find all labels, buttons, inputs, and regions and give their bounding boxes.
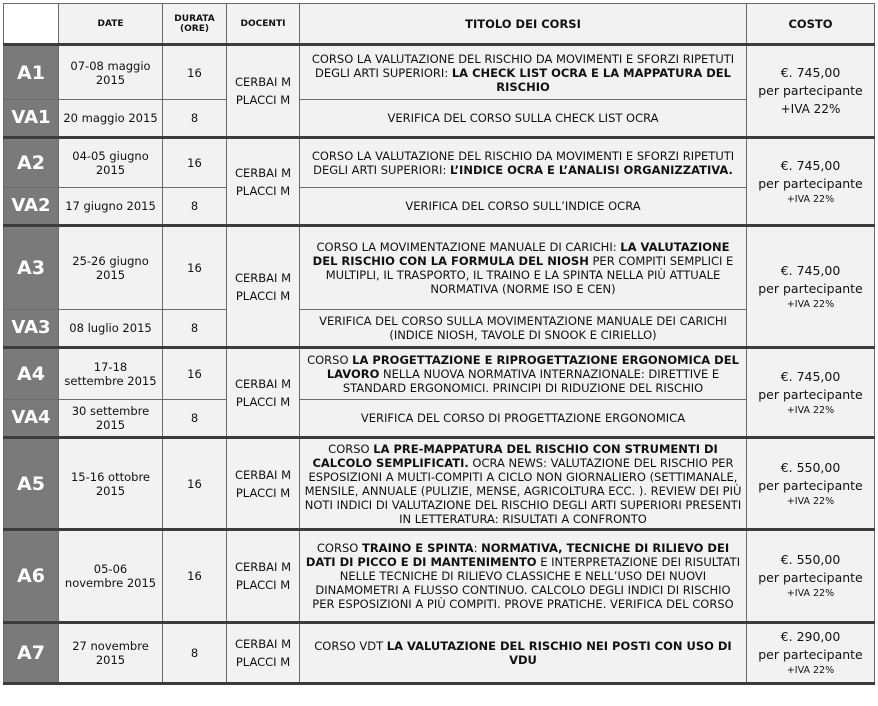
course-price: €. 745,00 [780,368,841,384]
course-table [3,3,875,685]
course-per: per partecipante [758,570,863,585]
teacher-name: CERBAI M [234,165,291,180]
course-cost [747,138,875,226]
course-row-a3 [4,226,875,310]
verify-date: 20 maggio 2015 [59,100,163,138]
course-title-bold: LA VALUTAZIONE DEL RISCHIO CON LA FORMULA DEL NIOSH [312,240,730,268]
course-title [300,623,747,684]
course-iva: +IVA 22% [786,404,835,416]
course-date: 05-06 novembre 2015 [59,530,163,623]
teacher-name: PLACCI M [235,288,291,303]
course-teachers [227,530,300,623]
course-teachers [227,138,300,226]
teacher-name: PLACCI M [235,578,291,592]
course-hours: 8 [163,623,227,684]
course-hours: 16 [163,438,227,530]
verify-row-va3 [4,310,875,348]
course-row-a4 [4,348,875,400]
teacher-name: CERBAI M [234,270,291,285]
course-code: A2 [4,138,59,188]
course-iva: +IVA 22% [780,102,841,116]
verify-code: VA3 [4,310,59,348]
course-teachers [227,438,300,530]
course-date: 04-05 giugno 2015 [59,138,163,188]
course-title-text: OCRA NEWS: VALUTAZIONE DEL RISCHIO PER ESPOSIZIONI A MULTI-COMPITI A CICLO NON GIORNALIERO (SETTIMANALE, MENSILE, ANNUALE (PULIZIE, MENSE, AGRICOLTURA ECC. ). REVIEW DEI PIÙ NOTI INDICI DI VALUTAZIONE DEL RISCHIO DEGLI ARTI SUPERIORI PRESENTI IN LETTERATURA: RISULTATI A CONFRONTO [304,455,742,526]
course-row-a7 [4,623,875,684]
teacher-name: PLACCI M [235,485,291,500]
teacher-name: CERBAI M [234,376,291,391]
course-title-bold: LA PRE-MAPPATURA DEL RISCHIO CON STRUMENTI DI CALCOLO SEMPLIFICATI. [312,441,718,470]
verify-hours: 8 [163,188,227,226]
teacher-name: CERBAI M [234,467,291,482]
course-title [300,226,747,310]
course-code: A3 [4,226,59,310]
header-teachers: DOCENTI [227,4,300,45]
course-title-text: NELLA NUOVA NORMATIVA INTERNAZIONALE: DIRETTIVE E STANDARD ERGONOMICI. PRINCIPI DI RIDUZIONE DEL RISCHIO [342,367,720,395]
course-title-bold: LA VALUTAZIONE DEL RISCHIO NEI POSTI CON USO DI VDU [386,639,732,667]
verify-code: VA4 [4,400,59,438]
course-hours: 16 [163,226,227,310]
course-price: €. 550,00 [780,459,841,475]
course-per: per partecipante [758,477,863,493]
course-price: €. 745,00 [780,65,841,80]
course-code: A6 [4,530,59,623]
course-title-text: CORSO [307,353,353,367]
course-price: €. 745,00 [780,157,841,173]
course-title-text: : [473,541,482,555]
course-iva: +IVA 22% [786,665,835,676]
course-date: 15-16 ottobre 2015 [59,438,163,530]
course-teachers [227,623,300,684]
header-code [4,4,59,45]
course-price: €. 745,00 [780,262,841,278]
course-title-bold: TRAINO E SPINTA [361,541,474,555]
course-title-text: CORSO LA VALUTAZIONE DEL RISCHIO DA MOVIMENTI E SFORZI RIPETUTI DEGLI ARTI SUPERIORI: [311,51,735,80]
verify-date: 30 settembre 2015 [59,400,163,438]
course-title [300,348,747,400]
course-per: per partecipante [758,647,863,662]
course-date: 07-08 maggio 2015 [59,45,163,100]
course-price: €. 550,00 [780,552,841,567]
verify-row-va1 [4,100,875,138]
course-title [300,138,747,188]
verify-title: VERIFICA DEL CORSO DI PROGETTAZIONE ERGONOMICA [300,400,747,438]
course-title-text: CORSO [316,541,362,555]
verify-code: VA1 [4,100,59,138]
course-row-a5 [4,438,875,530]
course-iva: +IVA 22% [786,588,835,599]
course-title-bold: L’INDICE OCRA E L’ANALISI ORGANIZZATIVA. [449,163,733,177]
header-title: TITOLO DEI CORSI [300,4,747,45]
course-cost [747,530,875,623]
verify-hours: 8 [163,400,227,438]
verify-title: VERIFICA DEL CORSO SULLA MOVIMENTAZIONE MANUALE DEI CARICHI (INDICE NIOSH, TAVOLE DI SNOOK E CIRIELLO) [300,310,747,348]
course-date: 17-18 settembre 2015 [59,348,163,400]
course-date: 25-26 giugno 2015 [59,226,163,310]
course-hours: 16 [163,348,227,400]
course-teachers [227,45,300,138]
teacher-name: PLACCI M [235,394,291,409]
course-title-bold: NORMATIVA, TECNICHE DI RILIEVO DEI DATI DI PICCO E DI MANTENIMENTO [305,541,730,569]
course-hours: 16 [163,138,227,188]
verify-row-va4 [4,400,875,438]
course-title [300,45,747,100]
course-price: €. 290,00 [780,629,841,644]
teacher-name: PLACCI M [235,183,291,198]
header-cost: COSTO [747,4,875,45]
course-code: A4 [4,348,59,400]
course-title-text: E INTERPRETAZIONE DEI RISULTATI NELLE TECNICHE DI RILIEVO CLASSICHE E NELL’USO DEI NUOVI DINAMOMETRI A FLUSSO CONTINUO. CALCOLO DEGLI INDICI DI RISCHIO PER ESPOSIZIONI A PIÙ COMPITI. PROVE PRATICHE. VERIFICA DEL CORSO [312,555,741,611]
course-title-text: CORSO LA MOVIMENTAZIONE MANUALE DI CARICHI: [316,240,621,254]
header-date: DATE [59,4,163,45]
course-date: 27 novembre 2015 [59,623,163,684]
course-hours: 16 [163,530,227,623]
course-code: A7 [4,623,59,684]
course-teachers [227,348,300,438]
verify-title: VERIFICA DEL CORSO SULL’INDICE OCRA [300,188,747,226]
course-per: per partecipante [758,175,863,191]
course-cost [747,438,875,530]
course-iva: +IVA 22% [786,193,835,205]
course-title-text: CORSO LA VALUTAZIONE DEL RISCHIO DA MOVIMENTI E SFORZI RIPETUTI DEGLI ARTI SUPERIORI: [311,149,735,177]
course-code: A5 [4,438,59,530]
verify-hours: 8 [163,310,227,348]
teacher-name: PLACCI M [235,93,291,107]
header-duration: DURATA (ORE) [163,4,227,45]
course-row-a6 [4,530,875,623]
teacher-name: CERBAI M [234,637,291,651]
header-row [4,4,875,45]
course-code: A1 [4,45,59,100]
course-title [300,530,747,623]
course-per: per partecipante [758,280,863,296]
course-hours: 16 [163,45,227,100]
course-title-bold: LA PROGETTAZIONE E RIPROGETTAZIONE ERGONOMICA DEL LAVORO [326,353,739,381]
verify-date: 17 giugno 2015 [59,188,163,226]
course-title-text: PER COMPITI SEMPLICI E MULTIPLI, IL TRASPORTO, IL TRAINO E LA SPINTA NELLA PIÙ ATTUALE NORMATIVA (NORME ISO E CEN) [325,254,734,296]
course-title-text: CORSO [328,441,374,456]
verify-code: VA2 [4,188,59,226]
course-title-bold: LA CHECK LIST OCRA E LA MAPPATURA DEL RISCHIO [451,65,731,94]
course-iva: +IVA 22% [786,298,835,310]
course-title [300,438,747,530]
verify-row-va2 [4,188,875,226]
course-cost [747,45,875,138]
teacher-name: PLACCI M [235,655,291,669]
course-per: per partecipante [758,386,863,402]
course-cost [747,623,875,684]
verify-date: 08 luglio 2015 [59,310,163,348]
course-cost [747,226,875,348]
course-iva: +IVA 22% [786,495,835,507]
course-title-text: CORSO VDT [314,639,387,653]
teacher-name: CERBAI M [234,75,291,89]
course-per: per partecipante [758,83,863,98]
course-row-a2 [4,138,875,188]
course-teachers [227,226,300,348]
verify-hours: 8 [163,100,227,138]
course-row-a1 [4,45,875,100]
verify-title: VERIFICA DEL CORSO SULLA CHECK LIST OCRA [300,100,747,138]
course-cost [747,348,875,438]
teacher-name: CERBAI M [234,560,291,574]
